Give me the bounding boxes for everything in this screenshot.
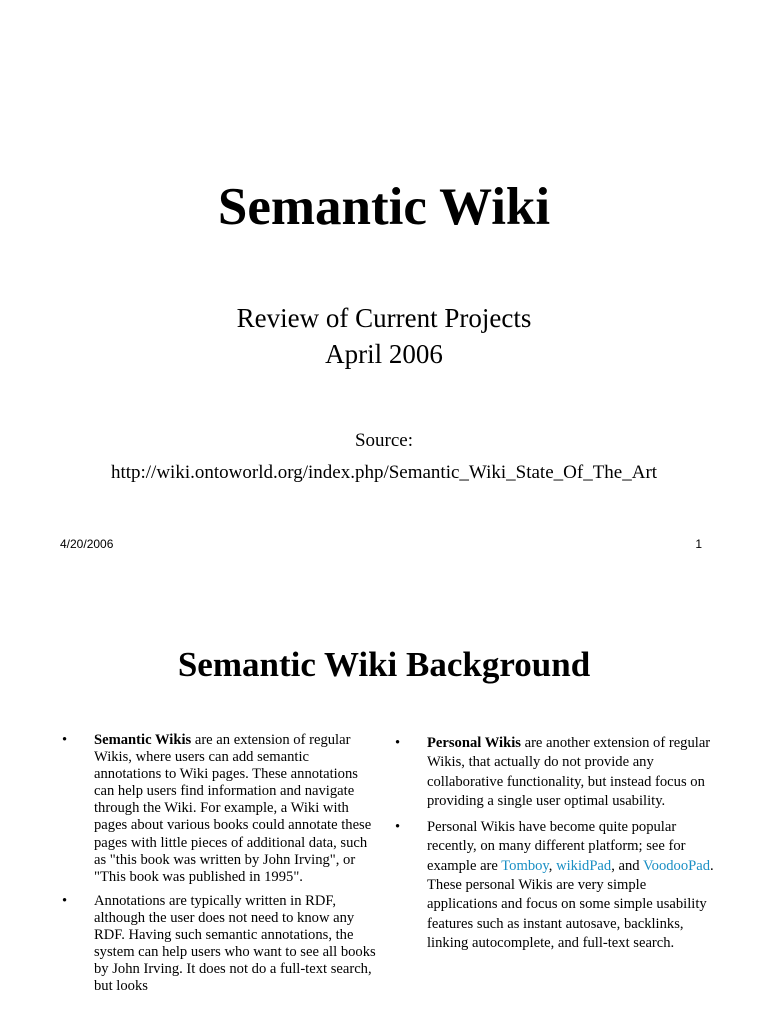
bullet-item (62, 732, 376, 886)
bullet-icon: • (395, 735, 401, 751)
source-label: Source: (354, 430, 414, 451)
footer-page-number: 1 (695, 537, 702, 551)
bullet-item (395, 734, 715, 811)
slide-title: Semantic Wiki Background (177, 645, 591, 684)
bullet-body: are another extension of regular Wikis, that actually do not provide any collaborative functionality, but instead focus on providing a single user optimal usability. (427, 735, 711, 809)
bullet-text (427, 818, 715, 953)
bullet-text (94, 732, 376, 886)
separator: , (548, 857, 557, 874)
separator: , and (611, 857, 643, 874)
subtitle-line-2: April 2006 (325, 339, 443, 369)
right-column (395, 734, 715, 960)
left-column (62, 732, 376, 1002)
bullet-body: Personal Wikis have become quite popular recently, on many different platform; see for example are (427, 819, 686, 874)
bullet-text (427, 734, 715, 811)
bullet-body: are an extension of regular Wikis, where users can add semantic annotations to Wiki pages. These annotations can help users find information and navigate through the Wiki. For example, a Wiki with pages about various books could annotate these pages with little pieces of additional data, such as "this book was written by John Irving", or "This book was published in 1995". (94, 732, 372, 885)
bullet-item (395, 818, 715, 953)
source-url: http://wiki.ontoworld.org/index.php/Semantic_Wiki_State_Of_The_Art (110, 462, 658, 483)
slide-subtitle (0, 300, 768, 372)
bullet-item (62, 893, 376, 996)
wikidpad-link[interactable]: wikidPad (556, 857, 612, 874)
subtitle-line-1: Review of Current Projects (236, 303, 532, 333)
footer-date: 4/20/2006 (60, 537, 114, 551)
bullet-icon: • (395, 819, 401, 836)
bullet-icon: • (62, 732, 68, 748)
bullet-body: . These personal Wikis are very simple applications and focus on some simple usability features such as instant autosave, backlinks, linking autocomplete, and full-text search. (427, 857, 714, 951)
tomboy-link[interactable]: Tomboy (501, 857, 549, 874)
bullet-text: Annotations are typically written in RDF, although the user does not need to know any RDF. Having such semantic annotations, the system can help users who want to see all books by John Irving. It does not do a full-text search, but looks (94, 892, 376, 995)
source-block (0, 425, 768, 489)
voodoopad-link[interactable]: VoodooPad (642, 857, 711, 874)
bullet-bold-term: Semantic Wikis (94, 732, 192, 748)
bullet-icon: • (62, 892, 68, 909)
bullet-bold-term: Personal Wikis (427, 735, 521, 751)
slide-title: Semantic Wiki (217, 178, 551, 236)
slide-2 (0, 580, 768, 1024)
